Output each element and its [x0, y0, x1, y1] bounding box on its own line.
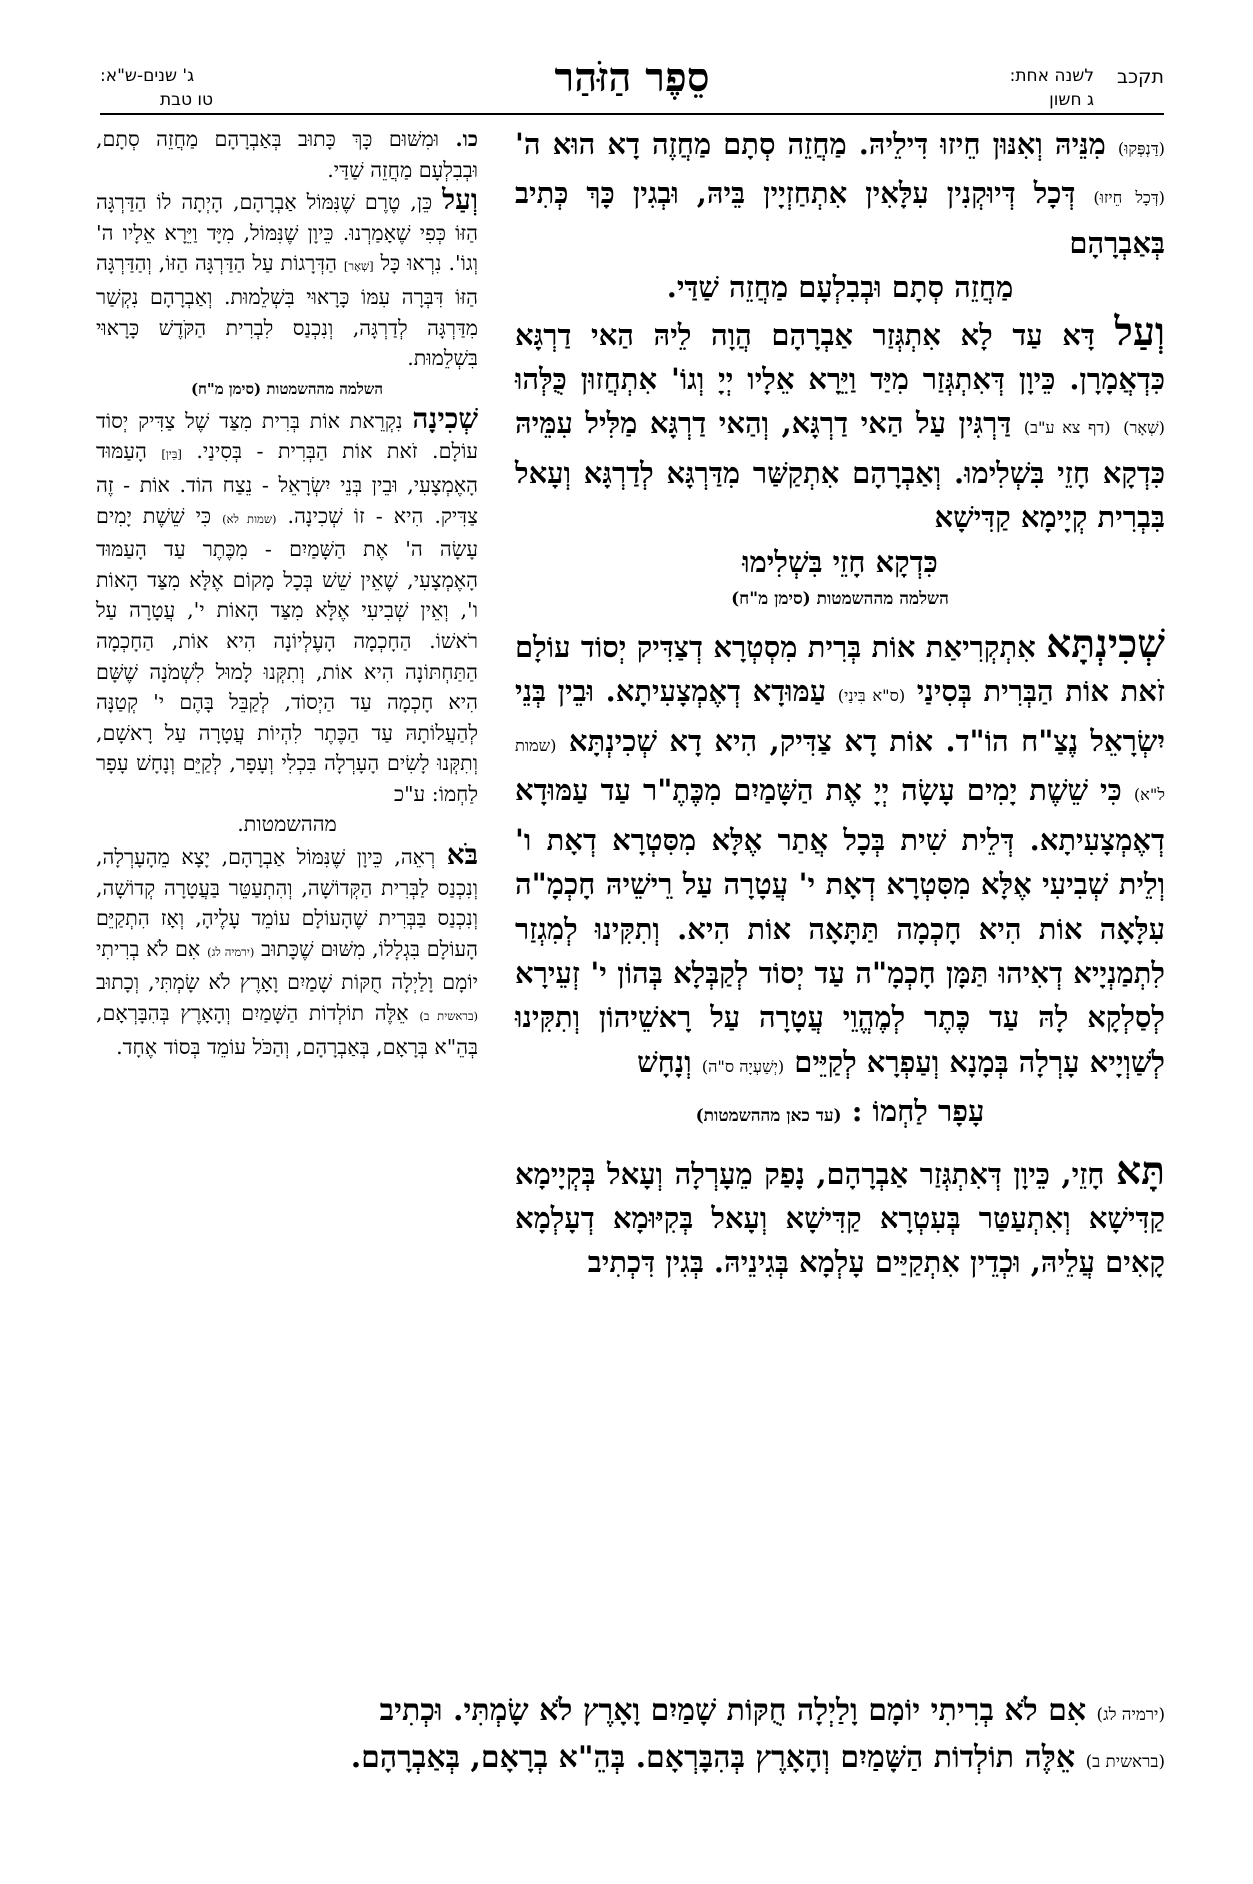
reference: (ירמיה לג) [207, 944, 255, 959]
reference: (ירמיה לג) [1096, 1704, 1165, 1724]
main-paragraph-1: (דַּנְפְּקוּ) מִנֵּיהּ וְאִנּוּן חֵיזוּ דִּילֵיהּ. מַחֲזֵה סְתָם מַחֲזֶה דָא הוּא ה' (דְּכָל חֵיזוּ) דְּכָל דְּיוּקְנִין עִלָּאִין אִתְחַזְיָין בֵּיהּ, וּבְגִין כָּךְ כְּתִיב בְּאַבְרָהָם [515, 127, 1165, 260]
reference: (יְשַׁעְיָה ס"ה) [701, 1056, 785, 1076]
translation-paragraph-3: שְׁכִינָה נִקְרֵאת אוֹת בְּרִית מִצַּד שֶׁל צַדִּיק יְסוֹד עוֹלָם. זֹאת אוֹת הַבְּרִית - בְּסִינַי. [בֵּין] הָעַמּוּד הָאֶמְצָעִי, וּבֵין בְּנֵי יִשְׂרָאֵל - נֵצַח הוֹד. אוֹת - זֶה צַדִּיק. הִיא - זוֹ שְׁכִינָה. (שמות לא) כִּי שֵׁשֶׁת יָמִים עָשָׂה ה' אֶת הַשָּׁמַיִם - מִכֶּתֶר עַד הָעַמּוּד הָאֶמְצָעִי, שֶׁאֵין שֵׁשׁ בְּכָל מָקוֹם אֶלָּא מִצַּד הָאוֹת ו', וְאֵין שְׁבִיעִי אֶלָּא מִצַּד הָאוֹת י', עֲטָרָה עַל רֹאשׁוֹ. הַחָכְמָה הָעֶלְיוֹנָה הִיא אוֹת, הַחָכְמָה הַתַּחְתּוֹנָה הִיא אוֹת, וְתִקְּנוּ לָמוּל לִשְׁמֹנָה שֶׁשָּׁם הִיא חָכְמָה עַד הַיְסוֹד, לְקַבֵּל בָּהֶם י' קְטַנָּה לְהַעֲלוֹתָהּ עַד הַכֶּתֶר לִהְיוֹת עֲטָרָה עַל רָאשָׁם, וְתִקְּנוּ לָשִׂים הָעָרְלָה בִּכְלִי וְעָפָר, לְקַיֵּם וְנָחָשׁ עָפָר לַחְמוֹ: ע"כ [96, 401, 479, 806]
reference: (שְׁאָר) [1123, 418, 1165, 438]
translation-paragraph-2: וְעַל כֵּן, טֶרֶם שֶׁנִּמּוֹל אַבְרָהָם, הָיְתָה לוֹ הַדַּרְגָּה הַזּוֹ כְּפִי שֶׁאָמַרְנוּ. כֵּיוָן שֶׁנִּמּוֹל, מִיָּד וַיֵּרָא אֵלָיו ה' וְגוֹ'. נִרְאוּ כָּל [שְׁאָר] הַדְּרָגוֹת עַל הַדַּרְגָּה הַזּוֹ, וְהַדַּרְגָּה הַזּוֹ דִּבְּרָה עִמּוֹ כָּרָאוּי בִּשְׁלֵמוּת. וְאַבְרָהָם נִקְשַׁר מִדַּרְגָּה לְדַרְגָּה, וְנִכְנַס לִבְרִית הַקֹּדֶשׁ כָּרָאוּי בִּשְׁלֵמוּת. [96, 183, 478, 371]
omission-note: השלמה מההשמטות (סימן מ"ח) [731, 589, 949, 610]
header-rule [100, 113, 1164, 115]
reference: (בראשית ב) [419, 1009, 478, 1024]
main-paragraph-2: וְעַל דָּא עַד לָא אִתְגְּזַר אַבְרָהָם הֲוָה לֵיהּ הַאי דַרְגָּא כִּדְאֲמָרָן. כֵּיוָן דְּאִתְגְּזַר מִיַּד וַיֵּרָא אֵלָיו יְיָ וְגוֹ' אִתְחֲזוּן כֻּלְּהוּ (שְׁאָר) (דף צא ע"ב) דַּרְגִּין עַל הַאי דַרְגָּא, וְהַאי דַרְגָּא מַלִּיל עִמֵּיהּ כִּדְקָא חָזֵי בִּשְׁלִימוּ. וְאַבְרָהָם אִתְקַשַּׁר מִדַּרְגָּא לְדַרְגָּא וְעָאל בִּבְרִית קְיָימָא קַדִּישָׁא [515, 308, 1165, 535]
translation-paragraph-1: כו. וּמִשּׁוּם כָּךְ כָּתוּב בְּאַבְרָהָם מַחֲזֵה סְתָם, וּבְבִלְעָם מַחֲזֵה שַׁדַּי. [96, 127, 478, 182]
main-paragraph-1-end: מַחֲזֵה סְתָם וּבְבִלְעָם מַחֲזֵה שַׁדַּי. [666, 270, 1014, 305]
reference: (שמות לא) [222, 511, 277, 526]
opening-word: בֹּא [446, 838, 478, 872]
translation-omission-end: מההשמטות. [237, 812, 337, 837]
main-column [515, 122, 1165, 1285]
year-label: לשנה אחת: [1009, 66, 1094, 86]
bottom-line-1: (ירמיה לג) אִם לֹא בְרִיתִי יוֹמָם וָלַיְלָה חֻקּוֹת שָׁמַיִם וָאָרֶץ לֹא שָׂמְתִּי. וּכְתִיב [379, 1693, 1165, 1728]
daf-reference: (דף צא ע"ב) [1023, 418, 1111, 438]
reference: (דְּכָל חֵיזוּ) [1093, 188, 1165, 208]
bottom-fullwidth-text [89, 1689, 1165, 1783]
opening-word: שְׁכִינָה [412, 401, 479, 435]
opening-word: וְעַל [1114, 308, 1165, 355]
reference: (ס"א בִּינַי) [837, 686, 906, 706]
cycle-date: טו טבת [160, 90, 214, 110]
omission-end-note: (עד כאן מההשמטות) [695, 1106, 842, 1127]
main-paragraph-4: תָּא חָזֵי, כֵּיוָן דְּאִתְגְּזַר אַבְרָהָם, נָפַק מֵעָרְלָה וְעָאל בְּקְיָימָא קַדִּישָׁא וְאִתְעַטַּר בְּעִטְרָא קַדִּישָׁא וְעָאל בְּקִיּוּמָא דְעָלְמָא קָאִים עֲלֵיהּ, וּכְדֵין אִתְקַיַּים עָלְמָא בְּגִינֵיהּ. בְּגִין דִּכְתִיב [515, 1147, 1165, 1280]
omission-note: השלמה מההשמטות (סימן מ"ח) [190, 379, 384, 398]
bottom-line-2: (בראשית ב) אֵלֶּה תוֹלְדוֹת הַשָּׁמַיִם וְהָאָרֶץ בְּהִבָּרְאָם. בְּהֵ"א בְרָאָם, בְּאַבְרָהָם. [350, 1740, 1165, 1775]
page-header [100, 54, 1164, 113]
page-number: תקכב [1117, 66, 1164, 88]
reference: [בֵּין] [161, 447, 182, 462]
reference: [שְׁאָר] [343, 259, 374, 274]
date-label: ג חשון [1049, 90, 1094, 110]
translation-column [96, 124, 478, 1062]
cycle-label: ג' שנים-ש"א: [100, 66, 195, 86]
section-number: כו. [455, 127, 478, 151]
reference: (דַּנְפְּקוּ) [1117, 139, 1165, 158]
main-paragraph-3-end: עָפָר לַחְמוֹ : (עד כאן מההשמטות) [695, 1094, 985, 1129]
main-paragraph-3: שְׁכִינְתָּא אִתְקְרִיאַת אוֹת בְּרִית מִסְטְרָא דְצַדִּיק יְסוֹד עוֹלָם זֹאת אוֹת הַבְּרִית בְּסִינַי (ס"א בִּינַי) עַמּוּדָא דְאֶמְצָעִיתָא. וּבֵין בְּנֵי יִשְׂרָאֵל נֶצַ"ח הוֹ"ד. אוֹת דָא צַדִּיק, הִיא דָא שְׁכִינְתָּא (שמות ל"א) כִּי שֵׁשֶׁת יָמִים עָשָׂה יְיָ אֶת הַשָּׁמַיִם מִכֶּתֶ"ר עַד עַמּוּדָא דְאֶמְצָעִיתָא. דְּלֵית שִׁית בְּכָל אֲתַר אֶלָּא מִסִּטְרָא דְאָת ו' וְלֵית שְׁבִיעִי אֶלָּא מִסִּטְרָא דְאָת י' עֲטָרָה עַל רֵישֵׁיהּ חָכְמָ"ה עִלָּאָה אוֹת הִיא חָכְמָה תַּתָּאָה אוֹת הִיא. וְתִקִּינוּ לְמִגְזַר לִתְמַנְיָיא דְאִיהוּ תַּמָּן חָכְמָ"ה עַד יְסוֹד לְקַבְּלָא בְּהוֹן י' זְעֵירָא לְסַלְקָא לָהּ עַד כֶּתֶר לְמֶהֱוֵי עֲטָרָה עַל רָאשֵׁיהוֹן וְתִקִּינוּ לְשַׁוְיָיא עָרְלָה בְּמָנָא וְעַפְרָא לְקַיֵּים (יְשַׁעְיָה ס"ה) וְנָחָשׁ [515, 621, 1165, 1079]
opening-word: תָּא [1115, 1147, 1165, 1194]
opening-word: וְעַל [442, 183, 478, 217]
book-title: סֵפֶר הַזֹּהַר [554, 54, 710, 101]
reference: (בראשית ב) [1085, 1751, 1165, 1771]
main-paragraph-2-end: כִּדְקָא חָזֵי בִּשְׁלִימוּ [742, 544, 938, 579]
opening-word: שְׁכִינְתָּא [1046, 621, 1165, 668]
translation-paragraph-4: בֹּא רְאֵה, כֵּיוָן שֶׁנִּמּוֹל אַבְרָהָם, יָצָא מֵהָעָרְלָה, וְנִכְנַס לַבְּרִית הַקְּדוֹשָׁה, וְהִתְעַטֵּר בַּעֲטָרָה קְדוֹשָׁה, וְנִכְנַס בַּבְּרִית שֶׁהָעוֹלָם עוֹמֵד עָלֶיהָ, וְאָז הִתְקַיֵּם הָעוֹלָם בִּגְלָלוֹ, מִשּׁוּם שֶׁכָּתוּב (ירמיה לג) אִם לֹא בְרִיתִי יוֹמָם וָלַיְלָה חֻקּוֹת שָׁמַיִם וָאָרֶץ לֹא שָׂמְתִּי, וְכָתוּב (בראשית ב) אֵלֶּה תוֹלְדוֹת הַשָּׁמַיִם וְהָאָרֶץ בְּהִבָּרְאָם, בְּהֵ"א בְּרָאָם, בְּאַבְרָהָם, וְהַכֹּל עוֹמֵד בְּסוֹד אֶחָד. [96, 838, 479, 1059]
reference: (שמות ל"א) [515, 735, 1165, 805]
